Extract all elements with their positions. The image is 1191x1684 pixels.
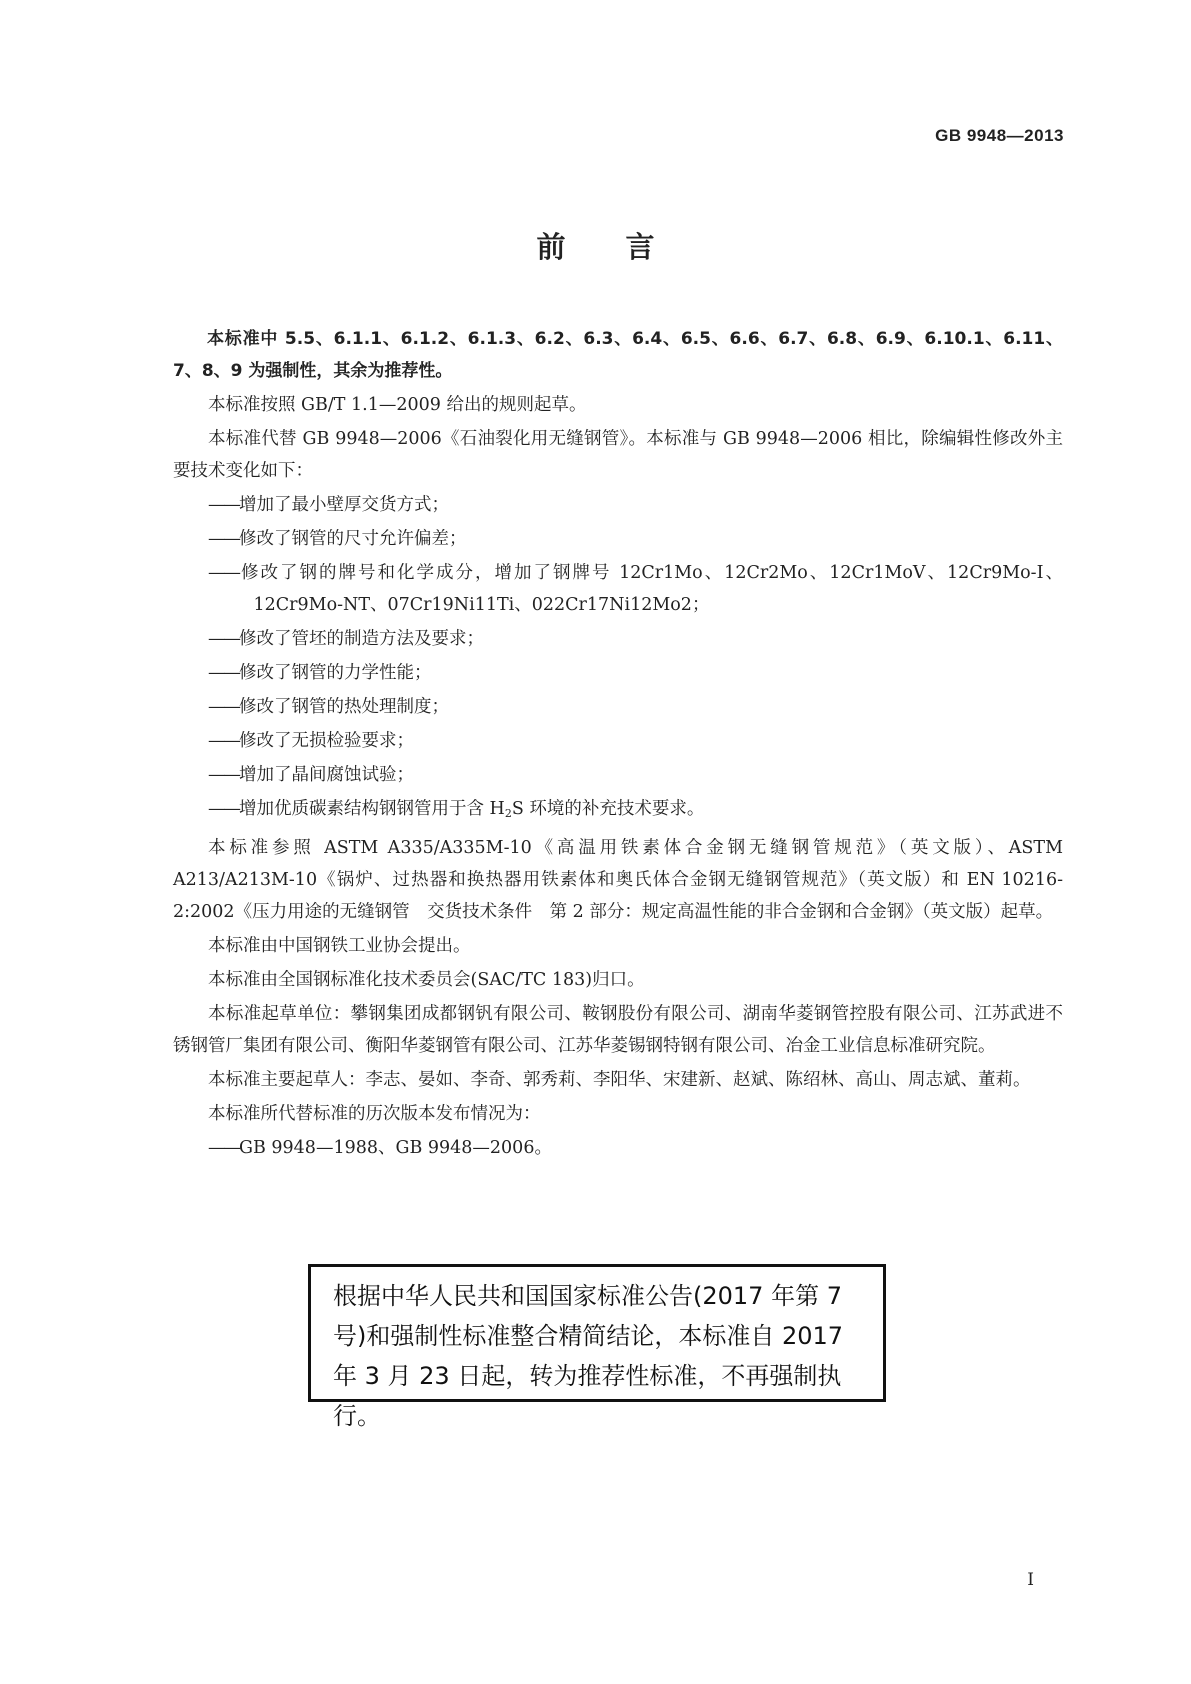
history-item — [173, 1132, 1063, 1164]
page-title: 前言 — [536, 230, 715, 264]
list-item-text: 修改了钢管的尺寸允许偏差； — [239, 529, 467, 549]
reference-paragraph: 本标准参照 ASTM A335/A335M-10《高温用铁素体合金钢无缝钢管规范》（英文版）、ASTM A213/A213M-10《锅炉、过热器和换热器用铁素体和奥氏体合金钢无缝钢管规范》（英文版）和 EN 10216-2:2002《压力用途的无缝钢管 交货技术条件 第 2 部分：规定高温性能的非合金钢和合金钢》（英文版）起草。 — [173, 838, 1063, 922]
dash-marker: —— — [208, 731, 239, 751]
list-item — [173, 691, 1063, 723]
page-number: I — [1027, 1570, 1034, 1590]
history-intro-paragraph: 本标准所代替标准的历次版本发布情况为： — [208, 1104, 541, 1124]
list-item-text: 修改了钢管的热处理制度； — [239, 697, 449, 717]
list-item — [173, 623, 1063, 655]
history-text: GB 9948—1988、GB 9948—2006。 — [239, 1138, 552, 1158]
list-item-text: 修改了管坯的制造方法及要求； — [239, 629, 484, 649]
list-item-text: 修改了无损检验要求； — [239, 731, 414, 751]
list-item — [173, 793, 1063, 830]
foreword-body — [173, 323, 1063, 1166]
list-item — [173, 657, 1063, 689]
list-item-text: 修改了钢的牌号和化学成分，增加了钢牌号 12Cr1Mo、12Cr2Mo、12Cr1MoV、12Cr9Mo-I、12Cr9Mo-NT、07Cr19Ni11Ti、022Cr17Ni12Mo2； — [239, 563, 1063, 615]
drafting-units-paragraph: 本标准起草单位：攀钢集团成都钢钒有限公司、鞍钢股份有限公司、湖南华菱钢管控股有限公司、江苏武进不锈钢管厂集团有限公司、衡阳华菱钢管有限公司、江苏华菱锡钢特钢有限公司、冶金工业信息标准研究院。 — [173, 1004, 1063, 1056]
dash-marker: —— — [208, 629, 239, 649]
drafting-rule-paragraph: 本标准按照 GB/T 1.1—2009 给出的规则起草。 — [208, 395, 587, 415]
list-item-text: 修改了钢管的力学性能； — [239, 663, 432, 683]
list-item-text: 增加优质碳素结构钢钢管用于含 H — [239, 799, 505, 819]
subscript: 2 — [504, 807, 512, 820]
list-item — [173, 557, 1063, 621]
changes-list — [173, 489, 1063, 830]
proposer-paragraph: 本标准由中国钢铁工业协会提出。 — [208, 936, 471, 956]
dash-marker: —— — [208, 765, 239, 785]
drafters-paragraph: 本标准主要起草人：李志、晏如、李奇、郭秀莉、李阳华、宋建新、赵斌、陈绍林、高山、周志斌、董莉。 — [208, 1070, 1031, 1090]
dash-marker: —— — [208, 799, 239, 819]
dash-marker: —— — [208, 1138, 239, 1158]
notice-line: 根据中华人民共和国国家标准公告(2017 年第 7 — [333, 1282, 842, 1310]
dash-marker: —— — [208, 563, 239, 583]
list-item-text: 增加了最小壁厚交货方式； — [239, 495, 449, 515]
dash-marker: —— — [208, 697, 239, 717]
notice-line: 年 3 月 23 日起，转为推荐性标准，不再强制执行。 — [333, 1362, 842, 1430]
notice-line: 号)和强制性标准整合精简结论，本标准自 2017 — [333, 1322, 844, 1350]
list-item — [173, 725, 1063, 757]
dash-marker: —— — [208, 529, 239, 549]
list-item-text: S 环境的补充技术要求。 — [511, 799, 705, 819]
dash-marker: —— — [208, 663, 239, 683]
replacement-paragraph: 本标准代替 GB 9948—2006《石油裂化用无缝钢管》。本标准与 GB 9948—2006 相比，除编辑性修改外主要技术变化如下： — [173, 429, 1063, 481]
dash-marker: —— — [208, 495, 239, 515]
standard-number: GB 9948—2013 — [935, 126, 1064, 145]
list-item — [173, 759, 1063, 791]
list-item — [173, 523, 1063, 555]
committee-paragraph: 本标准由全国钢标准化技术委员会(SAC/TC 183)归口。 — [208, 970, 645, 990]
mandatory-clause-paragraph: 本标准中 5.5、6.1.1、6.1.2、6.1.3、6.2、6.3、6.4、6.5、6.6、6.7、6.8、6.9、6.10.1、6.11、7、8、9 为强制性，其余为推荐性。 — [173, 329, 1063, 381]
notice-box — [308, 1264, 886, 1430]
list-item-text: 增加了晶间腐蚀试验； — [239, 765, 414, 785]
list-item — [173, 489, 1063, 521]
